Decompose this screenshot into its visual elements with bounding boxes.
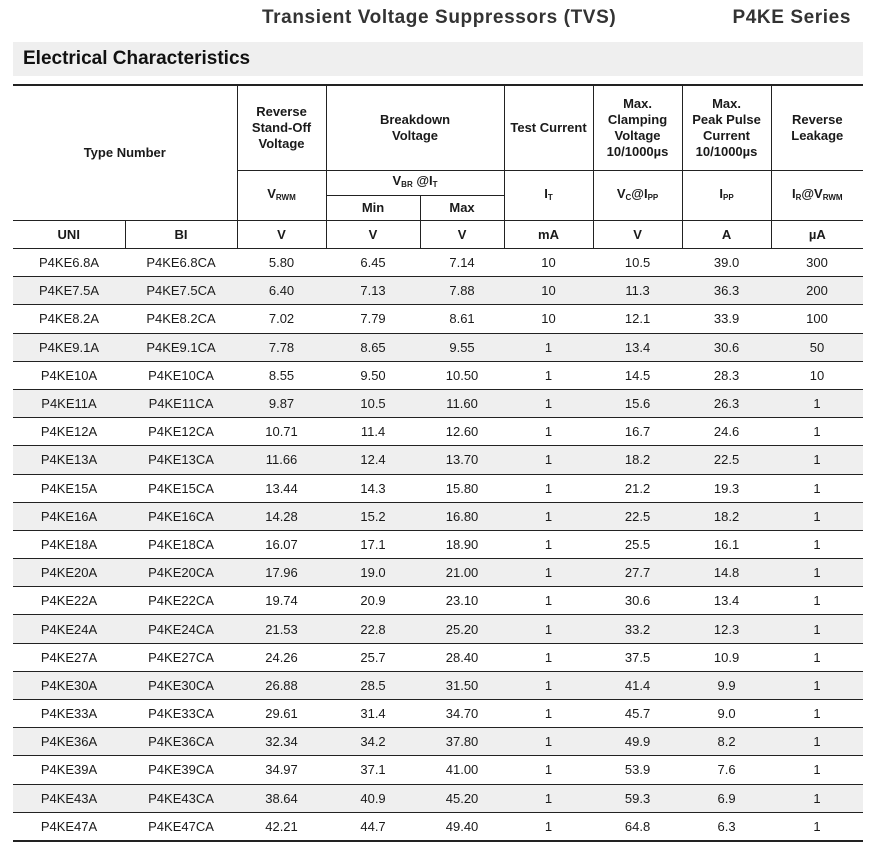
table-row <box>13 615 863 643</box>
table-cell: 1 <box>771 502 863 530</box>
unit-cell: UNI <box>13 221 125 249</box>
symbol-vc-main: V <box>616 185 626 201</box>
unit-cell: mA <box>504 221 593 249</box>
header-clamping-line2: Clamping <box>607 112 668 127</box>
symbol-it-main: I <box>544 185 548 201</box>
table-cell: 1 <box>504 418 593 446</box>
table-cell: P4KE11A <box>13 389 125 417</box>
table-cell: P4KE30CA <box>125 671 237 699</box>
table-cell: 1 <box>771 643 863 671</box>
table-cell: 1 <box>771 559 863 587</box>
table-cell: 28.5 <box>326 671 420 699</box>
symbol-vc-mid: @I <box>631 185 648 201</box>
table-cell: 1 <box>504 446 593 474</box>
table-cell: 13.44 <box>237 474 326 502</box>
header-peak-pulse-line4: 10/1000µs <box>695 144 758 159</box>
section-banner <box>13 42 863 76</box>
table-cell: 11.4 <box>326 418 420 446</box>
header-reverse-leakage-line2: Leakage <box>791 128 844 143</box>
table-cell: 1 <box>504 615 593 643</box>
table-cell: 30.6 <box>682 333 771 361</box>
table-cell: 18.2 <box>593 446 682 474</box>
header-reverse-standoff-line1: Reverse <box>256 104 307 119</box>
table-cell: P4KE33A <box>13 700 125 728</box>
table-cell: 100 <box>771 305 863 333</box>
table-cell: 10.5 <box>326 389 420 417</box>
header-max: Max <box>420 196 504 221</box>
table-cell: 1 <box>504 587 593 615</box>
table-cell: 7.88 <box>420 277 504 305</box>
table-cell: P4KE8.2A <box>13 305 125 333</box>
table-row <box>13 671 863 699</box>
header-reverse-standoff-line2: Stand-Off <box>251 120 312 135</box>
unit-cell: A <box>682 221 771 249</box>
table-cell: 10.71 <box>237 418 326 446</box>
table-cell: P4KE18A <box>13 530 125 558</box>
table-cell: 22.5 <box>593 502 682 530</box>
table-cell: 1 <box>504 333 593 361</box>
symbol-ir-mid: @V <box>801 185 823 201</box>
table-cell: 13.4 <box>593 333 682 361</box>
table-cell: 28.40 <box>420 643 504 671</box>
table-cell: 17.1 <box>326 530 420 558</box>
table-cell: P4KE15CA <box>125 474 237 502</box>
table-cell: 1 <box>771 615 863 643</box>
table-body <box>13 249 863 841</box>
symbol-ir-sub2: RWM <box>822 192 843 202</box>
table-cell: P4KE9.1A <box>13 333 125 361</box>
table-cell: 31.50 <box>420 671 504 699</box>
table-cell: 53.9 <box>593 756 682 784</box>
table-cell: 1 <box>771 389 863 417</box>
table-cell: 11.3 <box>593 277 682 305</box>
table-cell: 50 <box>771 333 863 361</box>
table-cell: 7.02 <box>237 305 326 333</box>
table-cell: 17.96 <box>237 559 326 587</box>
table-cell: 28.3 <box>682 361 771 389</box>
header-type-number: Type Number <box>13 85 237 221</box>
header-peak-pulse-line3: Current <box>703 128 750 143</box>
table-cell: 19.3 <box>682 474 771 502</box>
table-cell: 10 <box>504 249 593 277</box>
table-cell: 1 <box>504 784 593 812</box>
header-reverse-leakage <box>771 85 863 171</box>
table-cell: P4KE7.5A <box>13 277 125 305</box>
table-cell: 6.40 <box>237 277 326 305</box>
table-row <box>13 446 863 474</box>
table-cell: P4KE9.1CA <box>125 333 237 361</box>
table-cell: 15.2 <box>326 502 420 530</box>
table-cell: 19.74 <box>237 587 326 615</box>
table-cell: 15.6 <box>593 389 682 417</box>
table-cell: P4KE6.8CA <box>125 249 237 277</box>
symbol-vc-sub2: PP <box>647 192 659 202</box>
table-cell: 10.5 <box>593 249 682 277</box>
table-row <box>13 728 863 756</box>
unit-cell: V <box>420 221 504 249</box>
table-cell: 7.78 <box>237 333 326 361</box>
table-cell: 300 <box>771 249 863 277</box>
table-cell: P4KE20A <box>13 559 125 587</box>
table-cell: P4KE8.2CA <box>125 305 237 333</box>
header-breakdown <box>326 85 504 171</box>
table-cell: 41.00 <box>420 756 504 784</box>
table-cell: 8.65 <box>326 333 420 361</box>
table-cell: P4KE47CA <box>125 812 237 841</box>
table-cell: P4KE36A <box>13 728 125 756</box>
table-cell: 29.61 <box>237 700 326 728</box>
table-cell: 9.0 <box>682 700 771 728</box>
table-cell: 16.80 <box>420 502 504 530</box>
table-cell: P4KE16CA <box>125 502 237 530</box>
header-clamping-line4: 10/1000µs <box>606 144 669 159</box>
table-cell: P4KE24A <box>13 615 125 643</box>
unit-cell: V <box>237 221 326 249</box>
table-cell: 7.6 <box>682 756 771 784</box>
table-cell: 13.4 <box>682 587 771 615</box>
table-row <box>13 643 863 671</box>
unit-cell: µA <box>771 221 863 249</box>
symbol-ipp-main: I <box>719 185 723 201</box>
table-cell: 37.5 <box>593 643 682 671</box>
symbol-vrwm-sub: RWM <box>275 192 296 202</box>
table-cell: 1 <box>771 671 863 699</box>
header-breakdown-line1: Breakdown <box>379 112 451 127</box>
symbol-it-sub: T <box>547 192 553 202</box>
table-cell: 1 <box>504 361 593 389</box>
table-cell: 1 <box>504 559 593 587</box>
header-peak-pulse-line1: Max. <box>712 96 741 111</box>
table-cell: P4KE16A <box>13 502 125 530</box>
table-row <box>13 559 863 587</box>
table-cell: 8.55 <box>237 361 326 389</box>
header-reverse-standoff <box>237 85 326 171</box>
header-reverse-standoff-line3: Voltage <box>258 136 305 151</box>
table-cell: P4KE27CA <box>125 643 237 671</box>
series-name: P4KE Series <box>732 7 851 28</box>
table-cell: P4KE7.5CA <box>125 277 237 305</box>
table-cell: 25.7 <box>326 643 420 671</box>
table-cell: 10 <box>504 305 593 333</box>
table-row <box>13 587 863 615</box>
table-cell: P4KE13CA <box>125 446 237 474</box>
table-cell: 41.4 <box>593 671 682 699</box>
document-title: Transient Voltage Suppressors (TVS) <box>262 7 617 28</box>
table-cell: 9.9 <box>682 671 771 699</box>
table-cell: 7.79 <box>326 305 420 333</box>
table-cell: P4KE15A <box>13 474 125 502</box>
table-cell: 15.80 <box>420 474 504 502</box>
table-cell: 12.1 <box>593 305 682 333</box>
table-cell: P4KE43A <box>13 784 125 812</box>
symbol-vbr-sub: BR <box>401 180 413 189</box>
table-cell: 1 <box>504 643 593 671</box>
table-row <box>13 784 863 812</box>
table-cell: P4KE33CA <box>125 700 237 728</box>
table-cell: P4KE43CA <box>125 784 237 812</box>
table-row <box>13 361 863 389</box>
table-cell: 1 <box>771 812 863 841</box>
table-row <box>13 249 863 277</box>
symbol-vbr-sub2: T <box>432 180 438 189</box>
electrical-characteristics-table <box>13 84 863 842</box>
table-cell: 1 <box>504 728 593 756</box>
table-cell: 12.60 <box>420 418 504 446</box>
table-row <box>13 333 863 361</box>
table-cell: P4KE18CA <box>125 530 237 558</box>
table-cell: P4KE20CA <box>125 559 237 587</box>
table-cell: 38.64 <box>237 784 326 812</box>
table-row <box>13 389 863 417</box>
table-cell: P4KE10CA <box>125 361 237 389</box>
table-cell: 6.9 <box>682 784 771 812</box>
table-cell: 45.7 <box>593 700 682 728</box>
table-cell: 14.3 <box>326 474 420 502</box>
table-cell: 7.14 <box>420 249 504 277</box>
table-cell: 32.34 <box>237 728 326 756</box>
header-test-current: Test Current <box>504 85 593 171</box>
table-cell: 22.8 <box>326 615 420 643</box>
table-cell: 10 <box>771 361 863 389</box>
section-title: Electrical Characteristics <box>23 48 251 69</box>
table-cell: 39.0 <box>682 249 771 277</box>
table-cell: 37.80 <box>420 728 504 756</box>
table-row <box>13 700 863 728</box>
table-cell: 19.0 <box>326 559 420 587</box>
table-cell: 25.5 <box>593 530 682 558</box>
table-row <box>13 530 863 558</box>
table-cell: 36.3 <box>682 277 771 305</box>
table-cell: 6.3 <box>682 812 771 841</box>
table-cell: 16.1 <box>682 530 771 558</box>
table-cell: 33.9 <box>682 305 771 333</box>
table-row <box>13 474 863 502</box>
table-cell: 18.2 <box>682 502 771 530</box>
header-clamping-line3: Voltage <box>614 128 661 143</box>
header-min: Min <box>326 196 420 221</box>
table-cell: 18.90 <box>420 530 504 558</box>
table-row <box>13 812 863 841</box>
table-cell: 16.7 <box>593 418 682 446</box>
unit-cell: V <box>593 221 682 249</box>
table-cell: 1 <box>771 728 863 756</box>
symbol-vbr-mid: @I <box>412 173 433 188</box>
table-cell: 40.9 <box>326 784 420 812</box>
table-cell: 26.3 <box>682 389 771 417</box>
table-cell: P4KE11CA <box>125 389 237 417</box>
table-cell: 1 <box>771 756 863 784</box>
table-cell: 49.40 <box>420 812 504 841</box>
table-cell: 6.45 <box>326 249 420 277</box>
table-cell: 200 <box>771 277 863 305</box>
table-cell: 12.4 <box>326 446 420 474</box>
table-cell: 37.1 <box>326 756 420 784</box>
table-cell: 10.9 <box>682 643 771 671</box>
table-cell: 9.50 <box>326 361 420 389</box>
symbol-ipp <box>682 171 771 221</box>
table-cell: P4KE13A <box>13 446 125 474</box>
table-cell: 42.21 <box>237 812 326 841</box>
unit-cell: BI <box>125 221 237 249</box>
symbol-vc-sub: C <box>625 192 632 202</box>
symbol-vc <box>593 171 682 221</box>
table-cell: 11.66 <box>237 446 326 474</box>
symbol-vrwm-main: V <box>267 185 276 201</box>
header-clamping-line1: Max. <box>623 96 652 111</box>
table-cell: 26.88 <box>237 671 326 699</box>
table-cell: 44.7 <box>326 812 420 841</box>
symbol-ir-main: I <box>791 185 796 201</box>
table-cell: 1 <box>504 700 593 728</box>
table-cell: 1 <box>771 700 863 728</box>
symbol-vbr <box>326 171 504 196</box>
table-cell: P4KE36CA <box>125 728 237 756</box>
table-cell: 8.61 <box>420 305 504 333</box>
table-cell: 9.87 <box>237 389 326 417</box>
table-cell: 45.20 <box>420 784 504 812</box>
table-cell: 12.3 <box>682 615 771 643</box>
table-cell: 1 <box>504 474 593 502</box>
table-row <box>13 418 863 446</box>
table-cell: 1 <box>504 530 593 558</box>
table-cell: 16.07 <box>237 530 326 558</box>
table-cell: 21.2 <box>593 474 682 502</box>
table-cell: 59.3 <box>593 784 682 812</box>
table-cell: 13.70 <box>420 446 504 474</box>
table-cell: 10 <box>504 277 593 305</box>
table-cell: P4KE6.8A <box>13 249 125 277</box>
table-cell: P4KE24CA <box>125 615 237 643</box>
table-cell: 1 <box>504 756 593 784</box>
table-cell: P4KE39CA <box>125 756 237 784</box>
table-cell: 23.10 <box>420 587 504 615</box>
table-cell: 1 <box>771 446 863 474</box>
table-cell: 1 <box>771 474 863 502</box>
table-cell: 1 <box>504 502 593 530</box>
units-row <box>13 221 863 249</box>
table-row <box>13 756 863 784</box>
symbol-vrwm <box>237 171 326 221</box>
header-breakdown-line2: Voltage <box>392 128 439 143</box>
symbol-ipp-sub: PP <box>723 192 734 202</box>
table-cell: 24.6 <box>682 418 771 446</box>
table-cell: 14.8 <box>682 559 771 587</box>
header-reverse-leakage-line1: Reverse <box>791 112 843 127</box>
table-cell: 1 <box>504 671 593 699</box>
table-cell: P4KE10A <box>13 361 125 389</box>
table-cell: 1 <box>504 812 593 841</box>
table-cell: 1 <box>771 784 863 812</box>
table-cell: 11.60 <box>420 389 504 417</box>
table-cell: 25.20 <box>420 615 504 643</box>
header-clamping <box>593 85 682 171</box>
table-cell: 49.9 <box>593 728 682 756</box>
table-cell: 33.2 <box>593 615 682 643</box>
table-cell: 21.00 <box>420 559 504 587</box>
symbol-ir-sub: R <box>795 192 802 202</box>
table-cell: 34.2 <box>326 728 420 756</box>
header-peak-pulse-line2: Peak Pulse <box>692 112 761 127</box>
table-cell: 31.4 <box>326 700 420 728</box>
table-row <box>13 277 863 305</box>
table-cell: P4KE47A <box>13 812 125 841</box>
table-cell: 10.50 <box>420 361 504 389</box>
table-cell: 14.28 <box>237 502 326 530</box>
unit-cell: V <box>326 221 420 249</box>
table-cell: 9.55 <box>420 333 504 361</box>
table-cell: 14.5 <box>593 361 682 389</box>
table-cell: 24.26 <box>237 643 326 671</box>
table-cell: 34.97 <box>237 756 326 784</box>
table-cell: 8.2 <box>682 728 771 756</box>
table-row <box>13 305 863 333</box>
symbol-ir <box>771 171 863 221</box>
table-cell: 64.8 <box>593 812 682 841</box>
table-cell: P4KE27A <box>13 643 125 671</box>
table-row <box>13 502 863 530</box>
table-cell: P4KE22A <box>13 587 125 615</box>
header-peak-pulse <box>682 85 771 171</box>
table-cell: P4KE22CA <box>125 587 237 615</box>
table-cell: 21.53 <box>237 615 326 643</box>
table-cell: P4KE39A <box>13 756 125 784</box>
table-cell: 30.6 <box>593 587 682 615</box>
table-cell: 27.7 <box>593 559 682 587</box>
table-cell: 34.70 <box>420 700 504 728</box>
table-cell: P4KE12A <box>13 418 125 446</box>
table-cell: 1 <box>504 389 593 417</box>
page-header <box>0 0 876 38</box>
table-cell: 1 <box>771 587 863 615</box>
table-cell: 1 <box>771 530 863 558</box>
table-cell: 5.80 <box>237 249 326 277</box>
table-cell: P4KE12CA <box>125 418 237 446</box>
table-cell: 22.5 <box>682 446 771 474</box>
table-cell: 1 <box>771 418 863 446</box>
table-cell: P4KE30A <box>13 671 125 699</box>
symbol-it <box>504 171 593 221</box>
table-cell: 20.9 <box>326 587 420 615</box>
table-cell: 7.13 <box>326 277 420 305</box>
symbol-vbr-main: V <box>392 173 402 188</box>
